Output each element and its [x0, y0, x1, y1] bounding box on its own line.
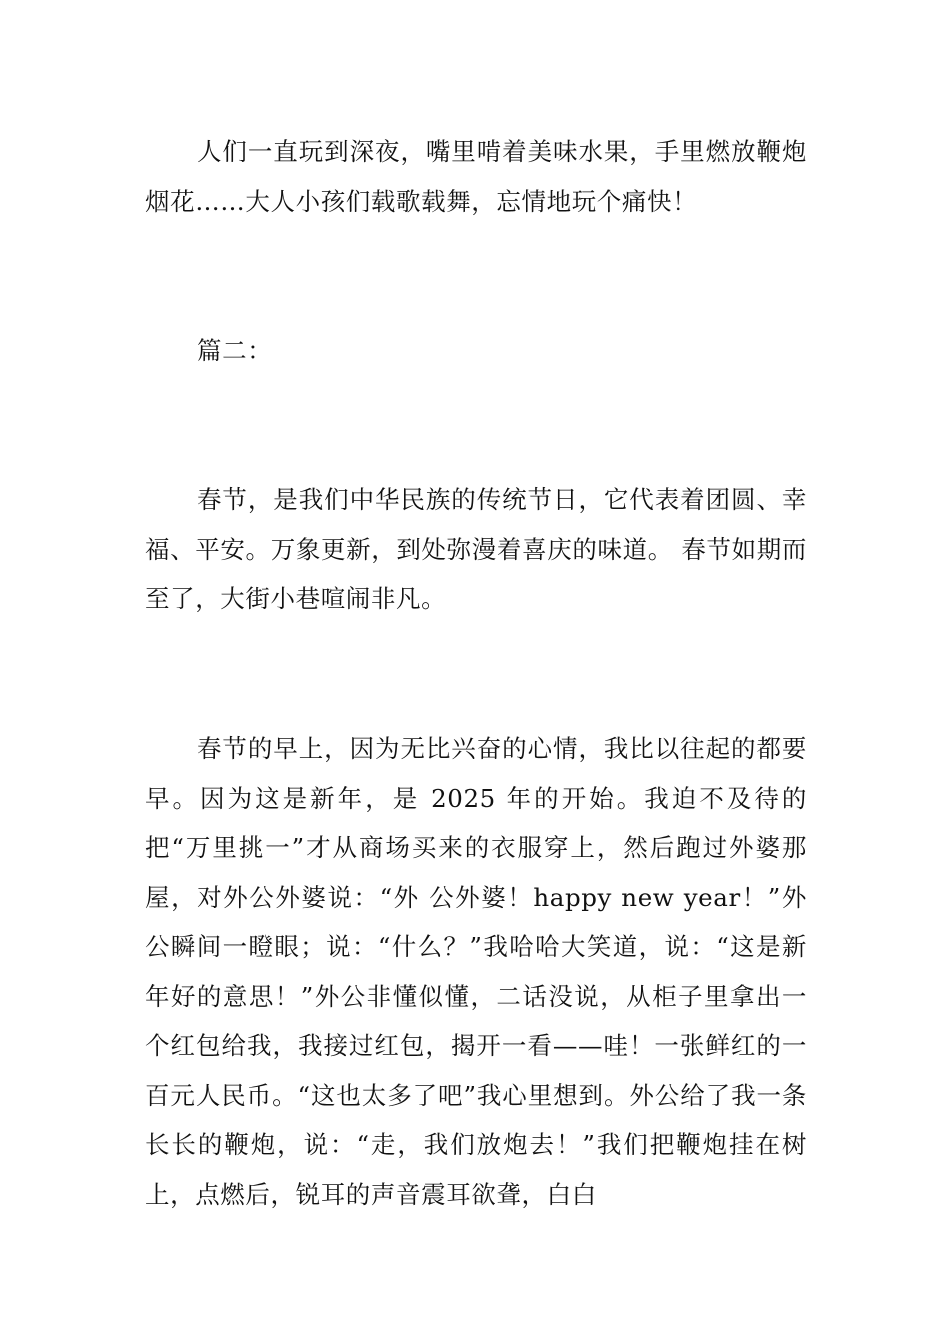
paragraph-new-year-morning: 春节的早上，因为无比兴奋的心情，我比以往起的都要早。因为这是新年，是 2025 年的开始。我迫不及待的把“万里挑一”才从商场买来的衣服穿上，然后跑过外婆那屋，对外公外婆说：“外 公外婆！happy new year！”外公瞬间一瞪眼；说：“什么？”我哈哈大笑道，说：“这是新年好的意思！”外公非懂似懂，二话没说，从柜子里拿出一个红包给我，我接过红包，揭开一看——哇！一张鲜红的一百元人民币。“这也太多了吧”我心里想到。外公给了我一条长长的鞭炮，说：“走，我们放炮去！”我们把鞭炮挂在树上，点燃后，锐耳的声音震耳欲聋，白白	[145, 734, 807, 1209]
section-heading-part-two: 篇二：	[197, 336, 273, 365]
paragraph-spring-festival-intro: 春节，是我们中华民族的传统节日，它代表着团圆、幸福、平安。万象更新，到处弥漫着喜庆的味道。 春节如期而至了，大街小巷喧闹非凡。	[145, 485, 807, 613]
paragraph-celebration-night: 人们一直玩到深夜，嘴里啃着美味水果，手里燃放鞭炮烟花……大人小孩们载歌载舞，忘情地玩个痛快！	[145, 137, 807, 216]
